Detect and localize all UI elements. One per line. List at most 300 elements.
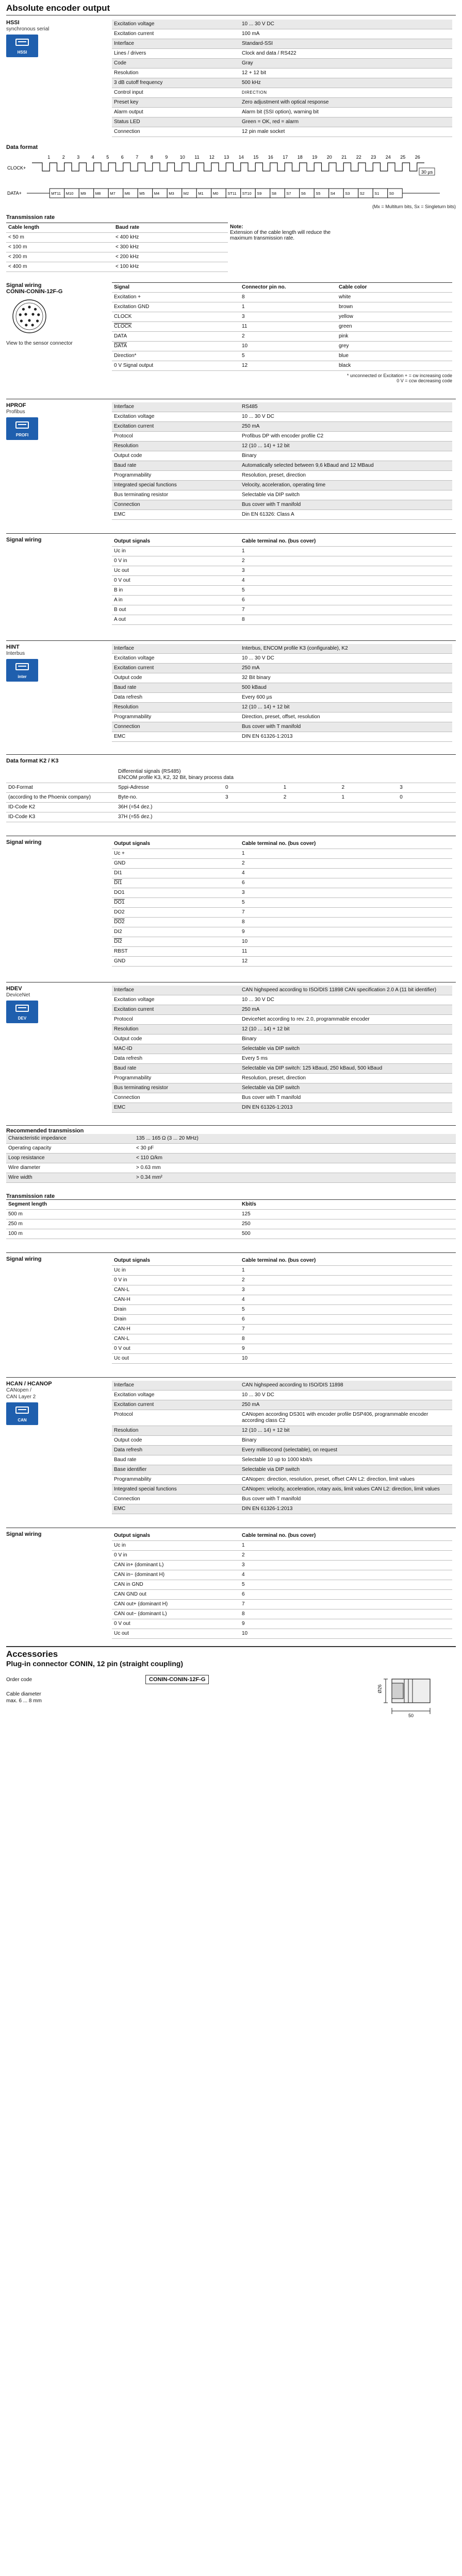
clock-number: 2 (62, 155, 65, 160)
timing-diagram (6, 152, 456, 204)
page-title: Absolute encoder output (6, 3, 456, 15)
spec-key: Loop resistance (6, 1154, 134, 1163)
spec-row (112, 683, 452, 693)
table-cell: DI2 (112, 937, 240, 947)
spec-value: Binary (240, 1035, 452, 1044)
spec-key: Interface (112, 402, 240, 412)
spec-key: Excitation voltage (112, 995, 240, 1005)
table-cell: Uᴄ out (112, 1629, 240, 1639)
clock-number: 16 (268, 155, 273, 160)
table-cell: 3 (240, 566, 452, 576)
spec-row (112, 1410, 452, 1426)
table-cell: Excitation GND (112, 302, 240, 312)
hcan-name: HCAN / HCANOP (6, 1381, 52, 1387)
spec-key: Excitation voltage (112, 20, 240, 29)
table-cell: Uᴄ + (112, 849, 240, 859)
data-bit-label: S7 (286, 191, 291, 196)
spec-row (112, 471, 452, 481)
table-row (6, 243, 228, 252)
spec-value: 10 ... 30 V DC (240, 654, 452, 664)
hssi-section (6, 20, 456, 137)
spec-row (112, 127, 452, 137)
table-cell: 100 m (6, 1229, 240, 1239)
data-bit-label: M4 (154, 191, 160, 196)
table-row (112, 1619, 452, 1629)
table-cell: Excitation + (112, 293, 240, 302)
table-row (112, 1629, 452, 1639)
data-bit-label: ST10 (242, 191, 252, 196)
clock-number: 14 (238, 155, 244, 160)
table-cell: 250 m (6, 1219, 240, 1229)
spec-row (112, 1485, 452, 1495)
spec-row (112, 1400, 452, 1410)
spec-key: Integrated special functions (112, 481, 240, 490)
table-cell: 9 (240, 1344, 452, 1354)
spec-value: 250 mA (240, 422, 452, 432)
df-label: D0-Format (6, 783, 116, 793)
spec-row (112, 451, 452, 461)
spec-key: Characteristic impedance (6, 1134, 134, 1144)
spec-key: Bus terminating resistor (112, 490, 240, 500)
prof-wiring-section (6, 533, 456, 625)
spec-value: Bus cover with T manifold (240, 1093, 452, 1103)
table-cell: 9 (240, 927, 452, 937)
int-wiring-table (112, 839, 452, 967)
table-cell: DATA (112, 332, 240, 342)
spec-value: Alarm bit (SSI option), warning bit (240, 108, 452, 117)
spec-value: Direction, preset, offset, resolution (240, 713, 452, 722)
spec-row (112, 986, 452, 995)
spec-key: Baud rate (112, 461, 240, 471)
col-color: Cable color (337, 283, 452, 293)
table-row (112, 361, 452, 371)
table-row (112, 293, 452, 302)
connector-pin (37, 313, 40, 316)
spec-key: Programmability (112, 1074, 240, 1083)
col-3: 3 (398, 783, 456, 793)
table-row (6, 252, 228, 262)
spec-row (112, 1005, 452, 1015)
table-cell: CAN-H (112, 1295, 240, 1305)
table-cell: black (337, 361, 452, 371)
table-cell: white (337, 293, 452, 302)
spec-key: Connection (112, 1495, 240, 1504)
spec-key: Programmability (112, 713, 240, 722)
spec-key: Baud rate (112, 1064, 240, 1074)
table-cell: 3 (240, 312, 337, 322)
spec-value: 250 mA (240, 664, 452, 673)
connector-drawing-icon (367, 1672, 444, 1719)
table-cell: 250 (240, 1219, 456, 1229)
data-bit-label: S6 (301, 191, 306, 196)
wiring-title: Signal wiring (6, 282, 42, 289)
hdev-section (6, 982, 456, 1113)
byte-2: 1 (340, 793, 398, 803)
connector-pin (28, 319, 30, 321)
spec-key: Data refresh (112, 1446, 240, 1455)
order-code-label: Order code (6, 1677, 32, 1683)
spec-value: Standard-SSI (240, 39, 452, 49)
spec-key: Code (112, 59, 240, 69)
spec-key: Programmability (112, 471, 240, 481)
can-logo-icon (6, 1402, 38, 1425)
spec-row (112, 995, 452, 1005)
spec-key: Baud rate (112, 1455, 240, 1465)
bits-note: (Mx = Multiturn bits, Sx = Singleturn bits) (372, 204, 456, 209)
table-row (112, 957, 452, 967)
spec-row (6, 1173, 456, 1183)
accessories-title: Accessories (6, 1646, 456, 1659)
table-cell: 8 (240, 615, 452, 625)
spec-value: Gray (240, 59, 452, 69)
table-cell: 8 (240, 293, 337, 302)
table-row (112, 1344, 452, 1354)
table-cell: 1 (240, 1541, 452, 1551)
col-output: Output signals (112, 537, 240, 547)
table-cell: 4 (240, 1295, 452, 1305)
table-row (112, 1276, 452, 1285)
spec-row (112, 664, 452, 673)
spec-key: Preset key (112, 98, 240, 108)
table-row (112, 1580, 452, 1590)
spec-row (112, 78, 452, 88)
clock-number: 19 (312, 155, 318, 160)
clock-number: 21 (341, 155, 347, 160)
col-output: Output signals (112, 1256, 240, 1266)
logo-label: HSSI (17, 50, 27, 55)
wiring-title: Signal wiring (6, 1256, 42, 1262)
table-row (112, 947, 452, 957)
table-cell: CAN in+ (dominant L) (112, 1561, 240, 1570)
table-cell: CLOCK (112, 322, 240, 332)
spec-value: 500 kHz (240, 78, 452, 88)
table-cell: 7 (240, 908, 452, 918)
spec-value: 12 pin male socket (240, 127, 452, 137)
spec-row (112, 732, 452, 742)
spec-row (112, 1475, 452, 1485)
table-row (112, 332, 452, 342)
table-row (112, 1354, 452, 1364)
spec-key: Resolution (112, 1025, 240, 1035)
spec-value: Every 600 µs (240, 693, 452, 703)
spec-key: Connection (112, 127, 240, 137)
table-row (112, 937, 452, 947)
spec-key: EMC (112, 1504, 240, 1514)
table-row (112, 1570, 452, 1580)
recommended-title: Recommended transmission (6, 1125, 456, 1134)
table-cell: < 400 kHz (113, 233, 228, 243)
spec-key: Excitation current (112, 664, 240, 673)
spec-row (112, 422, 452, 432)
clock-number: 5 (106, 155, 109, 160)
transmission-note (228, 223, 351, 272)
data-bit-label: S8 (271, 191, 276, 196)
can-wiring-table (112, 1531, 452, 1639)
table-row (6, 1229, 456, 1239)
table-cell: 5 (240, 351, 337, 361)
spec-row (112, 1025, 452, 1035)
spec-value: > 0.63 mm (134, 1163, 456, 1173)
data-bit-label: S9 (257, 191, 262, 196)
col-0: 0 (223, 783, 282, 793)
table-row (112, 586, 452, 596)
table-cell: 12 (240, 361, 337, 371)
hssi-name: HSSI (6, 20, 20, 26)
spec-key: Resolution (112, 69, 240, 78)
spec-row (112, 693, 452, 703)
table-cell: 6 (240, 878, 452, 888)
clock-waveform (32, 163, 424, 171)
spec-row (112, 412, 452, 422)
col-baud-rate: Baud rate (113, 223, 228, 233)
cable-diameter-label: Cable diameter (6, 1691, 41, 1697)
spec-value: 12 (10 ... 14) + 12 bit (240, 703, 452, 713)
dim-diameter: Ø26 (377, 1684, 383, 1693)
hint-section (6, 640, 456, 742)
spec-key: Excitation voltage (112, 412, 240, 422)
clock-number: 10 (179, 155, 185, 160)
table-cell: 1 (240, 302, 337, 312)
spec-row (112, 713, 452, 722)
table-row (112, 878, 452, 888)
data-bit-label: M9 (80, 191, 86, 196)
spec-value: DIN EN 61326-1:2013 (240, 1103, 452, 1113)
spec-value: Velocity, acceleration, operating time (240, 481, 452, 490)
connector-pin (25, 324, 27, 326)
table-row (112, 1334, 452, 1344)
recommended-table (6, 1134, 456, 1183)
spec-key: Data refresh (112, 693, 240, 703)
table-cell: 0 V in (112, 1276, 240, 1285)
spec-value: 135 ... 165 Ω (3 ... 20 MHz) (134, 1134, 456, 1144)
idk2-value: 36H (=54 dez.) (116, 803, 456, 812)
spec-value: 12 (10 ... 14) + 12 bit (240, 442, 452, 451)
table-row (112, 1590, 452, 1600)
table-cell: < 100 kHz (113, 262, 228, 272)
table-row (112, 351, 452, 361)
table-row (112, 1315, 452, 1325)
data-bit-label: S3 (345, 191, 350, 196)
data-bit-label: M10 (65, 191, 74, 196)
table-cell: 125 (240, 1210, 456, 1219)
spec-key: Interface (112, 39, 240, 49)
spec-key: EMC (112, 1103, 240, 1113)
connector-view-caption: View to the sensor connector (6, 341, 73, 346)
spec-value: CANopen: velocity, acceleration, rotary axis, limit values CAN L2: direction, limit values (240, 1485, 452, 1495)
spec-key: Integrated special functions (112, 1485, 240, 1495)
spec-key: Excitation current (112, 1400, 240, 1410)
spec-value: Every 5 ms (240, 1054, 452, 1064)
spec-row (112, 1083, 452, 1093)
segment-title: Transmission rate (6, 1193, 55, 1199)
spec-row (112, 1455, 452, 1465)
spec-value: 10 ... 30 V DC (240, 995, 452, 1005)
table-cell: Uᴄ in (112, 547, 240, 556)
clock-number: 12 (209, 155, 214, 160)
spec-value: 32 Bit binary (240, 673, 452, 683)
hint-subtitle: Interbus (6, 651, 25, 656)
table-row (112, 1295, 452, 1305)
spec-row (112, 1074, 452, 1083)
spec-value: 10 ... 30 V DC (240, 1391, 452, 1400)
table-cell: DATA (112, 342, 240, 351)
clock-number: 15 (253, 155, 259, 160)
logo-label: inter (18, 674, 27, 679)
table-cell: Direction* (112, 351, 240, 361)
k2k3-line2: ENCOM profile K3, K2, 32 Bit, binary process data (118, 775, 234, 781)
spec-value: DIRECTION (240, 88, 452, 98)
spec-key: Protocol (112, 1015, 240, 1025)
clock-number: 26 (415, 155, 420, 160)
wiring-footnote-2: 0 V = ccw decreasing code (397, 378, 452, 383)
table-row (112, 615, 452, 625)
data-bit-label: MT11 (51, 191, 61, 196)
recommended-section (6, 1125, 456, 1183)
spec-value: 10 ... 30 V DC (240, 20, 452, 29)
spec-row (112, 117, 452, 127)
col-cable-length: Cable length (6, 223, 113, 233)
data-bit-label: M0 (212, 191, 219, 196)
table-row (112, 302, 452, 312)
table-row (112, 1541, 452, 1551)
table-row (112, 888, 452, 898)
df-sub: (according to the Phoenix company) (6, 793, 116, 803)
table-cell: 10 (240, 342, 337, 351)
spec-value: Every millisecond (selectable), on request (240, 1446, 452, 1455)
spec-value: CAN highspeed according to ISO/DIS 11898 CAN specification 2.0 A (11 bit identifier) (240, 986, 452, 995)
table-cell: 5 (240, 898, 452, 908)
table-cell: 3 (240, 888, 452, 898)
spec-row (112, 49, 452, 59)
table-cell: blue (337, 351, 452, 361)
interbus-logo-icon (6, 659, 38, 682)
table-row (112, 547, 452, 556)
spec-value: CANopen: direction, resolution, preset, offset CAN L2: direction, limit values (240, 1475, 452, 1485)
table-cell: CAN-L (112, 1285, 240, 1295)
spec-value: 12 (10 ... 14) + 12 bit (240, 1426, 452, 1436)
spec-row (112, 1054, 452, 1064)
spec-key: Status LED (112, 117, 240, 127)
spec-row (112, 673, 452, 683)
transmission-title: Transmission rate (6, 214, 55, 221)
spec-key: Resolution (112, 703, 240, 713)
spec-value: Automatically selected between 9,6 kBaud and 12 MBaud (240, 461, 452, 471)
table-cell: 500 m (6, 1210, 240, 1219)
table-cell: 0 V out (112, 1344, 240, 1354)
cable-diameter-value: max. 6 ... 8 mm (6, 1698, 42, 1704)
idk3-value: 37H (=55 dez.) (116, 812, 456, 822)
spec-value: Profibus DP with encoder profile C2 (240, 432, 452, 442)
spec-row (112, 39, 452, 49)
table-cell: 4 (240, 1570, 452, 1580)
hprof-subtitle: Profibus (6, 409, 25, 415)
spec-row (112, 703, 452, 713)
k2k3-table (6, 767, 456, 822)
table-cell: 7 (240, 1600, 452, 1609)
spec-row (112, 1044, 452, 1054)
spec-key: Protocol (112, 1410, 240, 1426)
spec-value: 100 mA (240, 29, 452, 39)
data-bit-label: S1 (374, 191, 380, 196)
col-terminal: Cable terminal no. (bus cover) (240, 1256, 452, 1266)
col-terminal: Cable terminal no. (bus cover) (240, 537, 452, 547)
table-row (112, 918, 452, 927)
data-format-title: Data format (6, 144, 38, 150)
clock-label: CLOCK+ (7, 165, 26, 171)
spec-value: Binary (240, 451, 452, 461)
data-bit-label: M1 (198, 191, 204, 196)
transmission-table (6, 223, 228, 272)
spec-value: Green = OK, red = alarm (240, 117, 452, 127)
spec-key: Baud rate (112, 683, 240, 693)
hdev-spec-table (112, 986, 452, 1113)
hcan-subtitle: CANopen / (6, 1387, 31, 1393)
time-label: 30 µs (421, 170, 433, 175)
table-row (112, 849, 452, 859)
col-kbit: Kbit/s (240, 1200, 456, 1210)
spec-row (112, 490, 452, 500)
table-cell: < 50 m (6, 233, 113, 243)
spec-row (112, 20, 452, 29)
spec-key: Resolution (112, 1426, 240, 1436)
spec-value: Zero adjustment with optical response (240, 98, 452, 108)
spec-key: Resolution (112, 442, 240, 451)
spec-row (112, 644, 452, 654)
spec-key: Control input (112, 88, 240, 98)
data-bit-label: M2 (183, 191, 189, 196)
spec-value: Din EN 61326: Class A (240, 510, 452, 520)
spec-value: Selectable via DIP switch (240, 490, 452, 500)
spec-row (112, 442, 452, 451)
spec-row (112, 1426, 452, 1436)
table-cell: 5 (240, 1580, 452, 1590)
table-cell: DO2 (112, 908, 240, 918)
spec-value: Bus cover with T manifold (240, 500, 452, 510)
table-row (6, 233, 228, 243)
logo-label: DEV (18, 1016, 27, 1021)
table-row (112, 927, 452, 937)
table-cell: Drain (112, 1315, 240, 1325)
spec-key: Interface (112, 644, 240, 654)
spec-value: DIN EN 61326-1:2013 (240, 1504, 452, 1514)
table-cell: 2 (240, 1551, 452, 1561)
table-cell: DO2 (112, 918, 240, 927)
spec-row (112, 59, 452, 69)
spec-value: 500 kBaud (240, 683, 452, 693)
clock-number: 7 (136, 155, 139, 160)
table-cell: 7 (240, 1325, 452, 1334)
table-cell: 5 (240, 586, 452, 596)
data-bit-label: M3 (169, 191, 174, 196)
connector-pin (20, 319, 23, 322)
spec-key: Connection (112, 1093, 240, 1103)
clock-number: 3 (77, 155, 80, 160)
hssi-wiring-table (112, 282, 452, 371)
col-signal: Signal (112, 283, 240, 293)
table-cell: 7 (240, 605, 452, 615)
profibus-logo-icon (6, 417, 38, 440)
note-label: Note: (230, 224, 243, 230)
wiring-title: Signal wiring (6, 839, 42, 845)
hprof-section (6, 399, 456, 520)
dev-wiring-section (6, 1252, 456, 1364)
spec-value: Resolution, preset, direction (240, 1074, 452, 1083)
table-row (112, 342, 452, 351)
connector-pin-icon (6, 297, 53, 338)
table-cell: 11 (240, 947, 452, 957)
spec-key: Alarm output (112, 108, 240, 117)
spec-value: 250 mA (240, 1400, 452, 1410)
